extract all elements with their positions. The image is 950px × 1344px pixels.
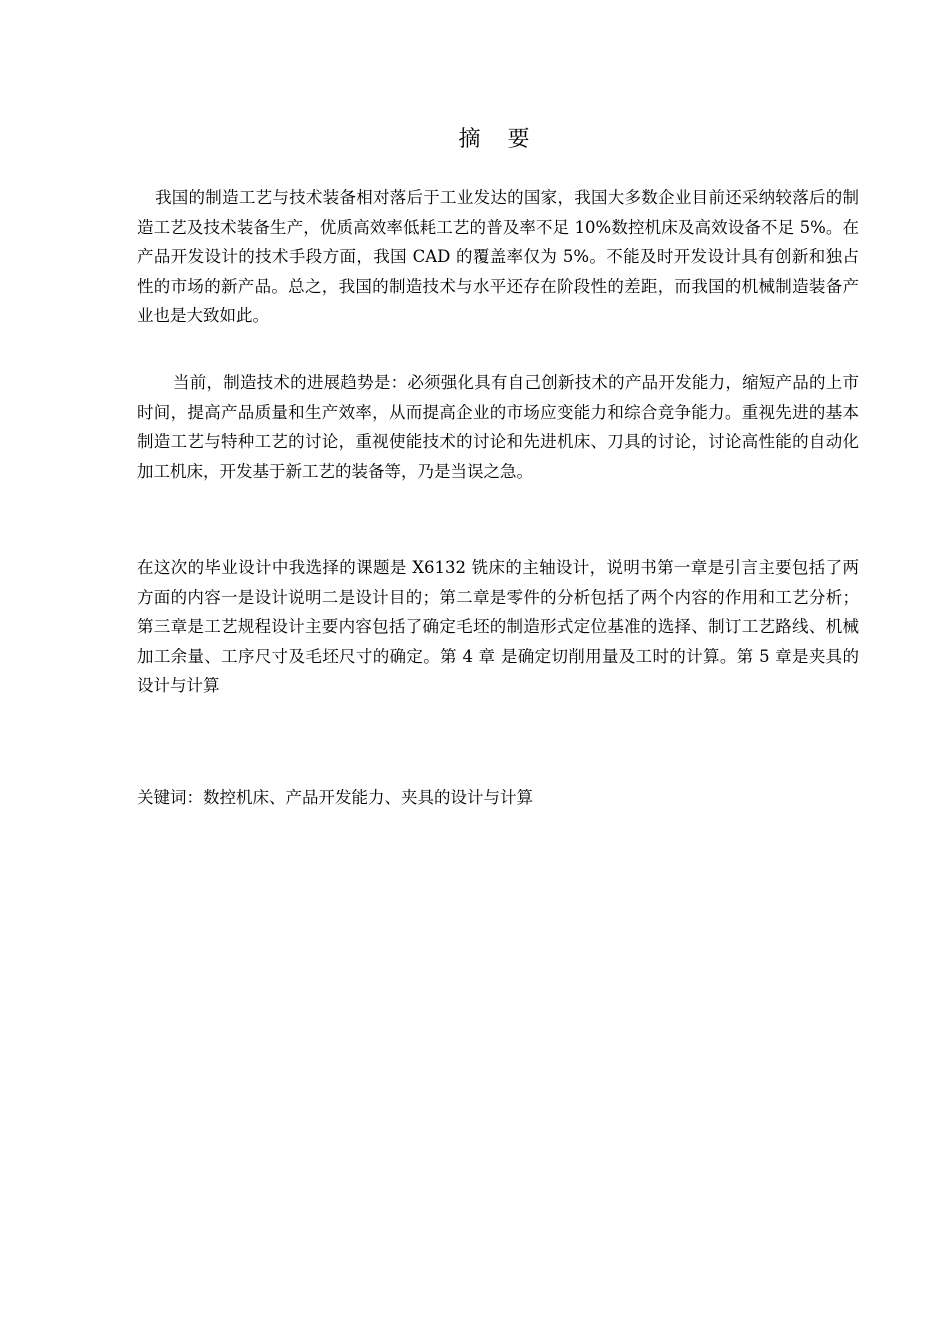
- page-title: 摘 要: [458, 127, 540, 152]
- paragraph-2: 当前，制造技术的进展趋势是：必须强化具有自己创新技术的产品开发能力，缩短产品的上市时间，提高产品质量和生产效率，从而提高企业的市场应变能力和综合竞争能力。重视先进的基本制造工艺与特种工艺的讨论，重视使能技术的讨论和先进机床、刀具的讨论，讨论高性能的自动化加工机床，开发基于新工艺的装备等，乃是当误之急。: [137, 373, 859, 481]
- paragraph-3: 在这次的毕业设计中我选择的课题是 X6132 铣床的主轴设计，说明书第一章是引言主要包括了两方面的内容一是设计说明二是设计目的；第二章是零件的分析包括了两个内容的作用和工艺分析；第三章是工艺规程设计主要内容包括了确定毛坯的制造形式定位基准的选择、制订工艺路线、机械加工余量、工序尺寸及毛坯尺寸的确定。第 4 章 是确定切削用量及工时的计算。第 5 章是夹具的设计与计算: [137, 558, 859, 696]
- paragraph-1: 我国的制造工艺与技术装备相对落后于工业发达的国家，我国大多数企业目前还采纳较落后的制造工艺及技术装备生产，优质高效率低耗工艺的普及率不足 10%数控机床及高效设备不足 5%。在产品开发设计的技术手段方面，我国 CAD 的覆盖率仅为 5%。不能及时开发设计具有创新和独占性的市场的新产品。总之，我国的制造技术与水平还存在阶段性的差距，而我国的机械制造装备产业也是大致如此。: [137, 188, 859, 326]
- keywords-line: 关键词：数控机床、产品开发能力、夹具的设计与计算: [137, 788, 533, 807]
